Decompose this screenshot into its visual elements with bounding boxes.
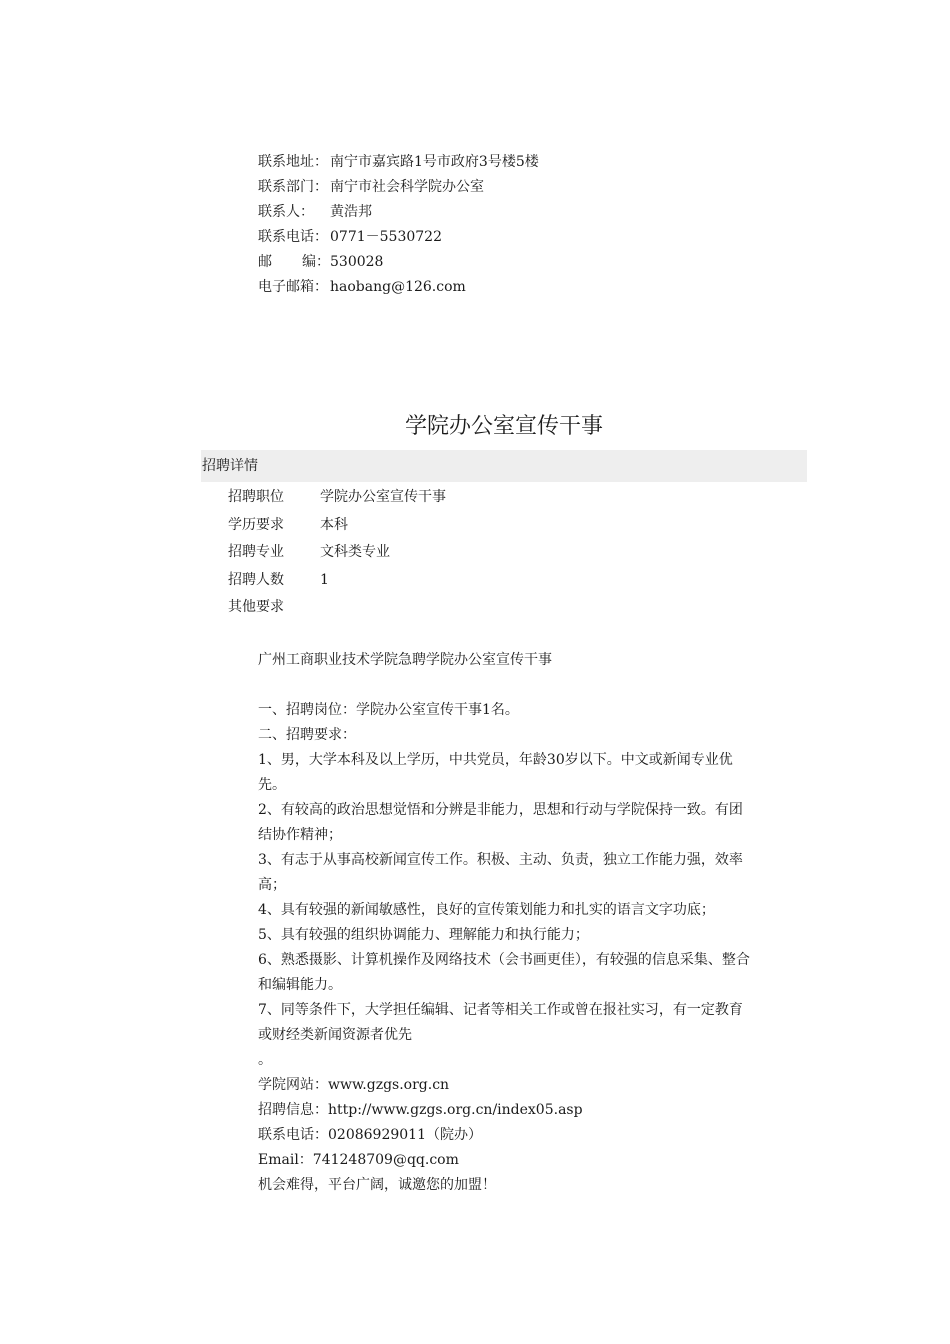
contact-postcode-label-a: 邮	[258, 254, 272, 270]
contact-phone-row	[258, 227, 539, 252]
contact-postcode-row	[258, 252, 539, 277]
phone-line: 联系电话：02086929011（院办）	[258, 1127, 482, 1143]
detail-value: 本科	[320, 516, 348, 533]
post-paragraph: 一、招聘岗位：学院办公室宣传干事1名。	[258, 702, 519, 718]
spacer	[258, 673, 752, 698]
detail-label: 招聘人数	[228, 571, 284, 588]
requirement-item: 7、同等条件下，大学担任编辑、记者等相关工作或曾在报社实习，有一定教育或财经类新闻资源者优先	[258, 1002, 743, 1043]
contact-email-label: 电子邮箱：	[258, 279, 328, 295]
contact-department-value: 南宁市社会科学院办公室	[330, 179, 484, 195]
detail-value: 1	[320, 571, 329, 588]
recruit-info-line: 招聘信息：http://www.gzgs.org.cn/index05.asp	[258, 1102, 583, 1118]
requirement-item: 4、具有较强的新闻敏感性，良好的宣传策划能力和扎实的语言文字功底；	[258, 902, 715, 918]
contact-postcode-label	[258, 252, 330, 273]
contact-department-label: 联系部门：	[258, 179, 328, 195]
closing-line: 机会难得，平台广阔，诚邀您的加盟！	[258, 1177, 496, 1193]
contact-address-label: 联系地址：	[258, 154, 328, 170]
section-header-label: 招聘详情	[202, 458, 258, 474]
requirements-heading: 二、招聘要求：	[258, 727, 356, 743]
intro-paragraph: 广州工商职业技术学院急聘学院办公室宣传干事	[258, 652, 552, 668]
contact-email-value: haobang@126.com	[330, 279, 466, 295]
detail-row-education	[228, 512, 446, 540]
contact-phone-value: 0771－5530722	[330, 229, 442, 245]
detail-row-headcount	[228, 567, 446, 595]
detail-label: 学历要求	[228, 516, 284, 533]
requirement-item: 3、有志于从事高校新闻宣传工作。积极、主动、负责，独立工作能力强，效率高；	[258, 852, 743, 893]
website-line: 学院网站：www.gzgs.org.cn	[258, 1077, 450, 1093]
detail-label: 招聘职位	[228, 489, 284, 505]
contact-person-value: 黄浩邦	[330, 204, 372, 220]
requirement-item: 5、具有较强的组织协调能力、理解能力和执行能力；	[258, 927, 589, 943]
contact-postcode-label-b: 编：	[302, 254, 330, 270]
detail-label: 其他要求	[228, 599, 284, 615]
requirement-item: 1、男，大学本科及以上学历，中共党员，年龄30岁以下。中文或新闻专业优先。	[258, 752, 733, 793]
email-line: Email：741248709@qq.com	[258, 1152, 459, 1168]
job-title: 学院办公室宣传干事	[404, 414, 603, 439]
period-line: 。	[258, 1052, 272, 1068]
detail-value: 学院办公室宣传干事	[320, 489, 446, 505]
requirement-item: 6、熟悉摄影、计算机操作及网络技术（会书画更佳），有较强的信息采集、整合和编辑能力。	[258, 952, 750, 993]
contact-info	[258, 152, 539, 302]
section-header-bar	[201, 450, 807, 482]
detail-value: 文科类专业	[320, 544, 390, 560]
contact-address-row	[258, 152, 539, 177]
contact-address-value: 南宁市嘉宾路1号市政府3号楼5楼	[330, 154, 539, 170]
job-description	[258, 648, 752, 1198]
contact-department-row	[258, 177, 539, 202]
contact-person-label: 联系人：	[258, 204, 314, 220]
contact-email-row	[258, 277, 539, 302]
requirement-item: 2、有较高的政治思想觉悟和分辨是非能力，思想和行动与学院保持一致。有团结协作精神；	[258, 802, 743, 843]
contact-postcode-value: 530028	[330, 254, 384, 270]
job-details-table	[228, 484, 446, 622]
contact-phone-label: 联系电话：	[258, 229, 328, 245]
detail-row-other	[228, 594, 446, 622]
detail-label: 招聘专业	[228, 544, 284, 560]
detail-row-major	[228, 539, 446, 567]
detail-row-position	[228, 484, 446, 512]
contact-person-row	[258, 202, 539, 227]
